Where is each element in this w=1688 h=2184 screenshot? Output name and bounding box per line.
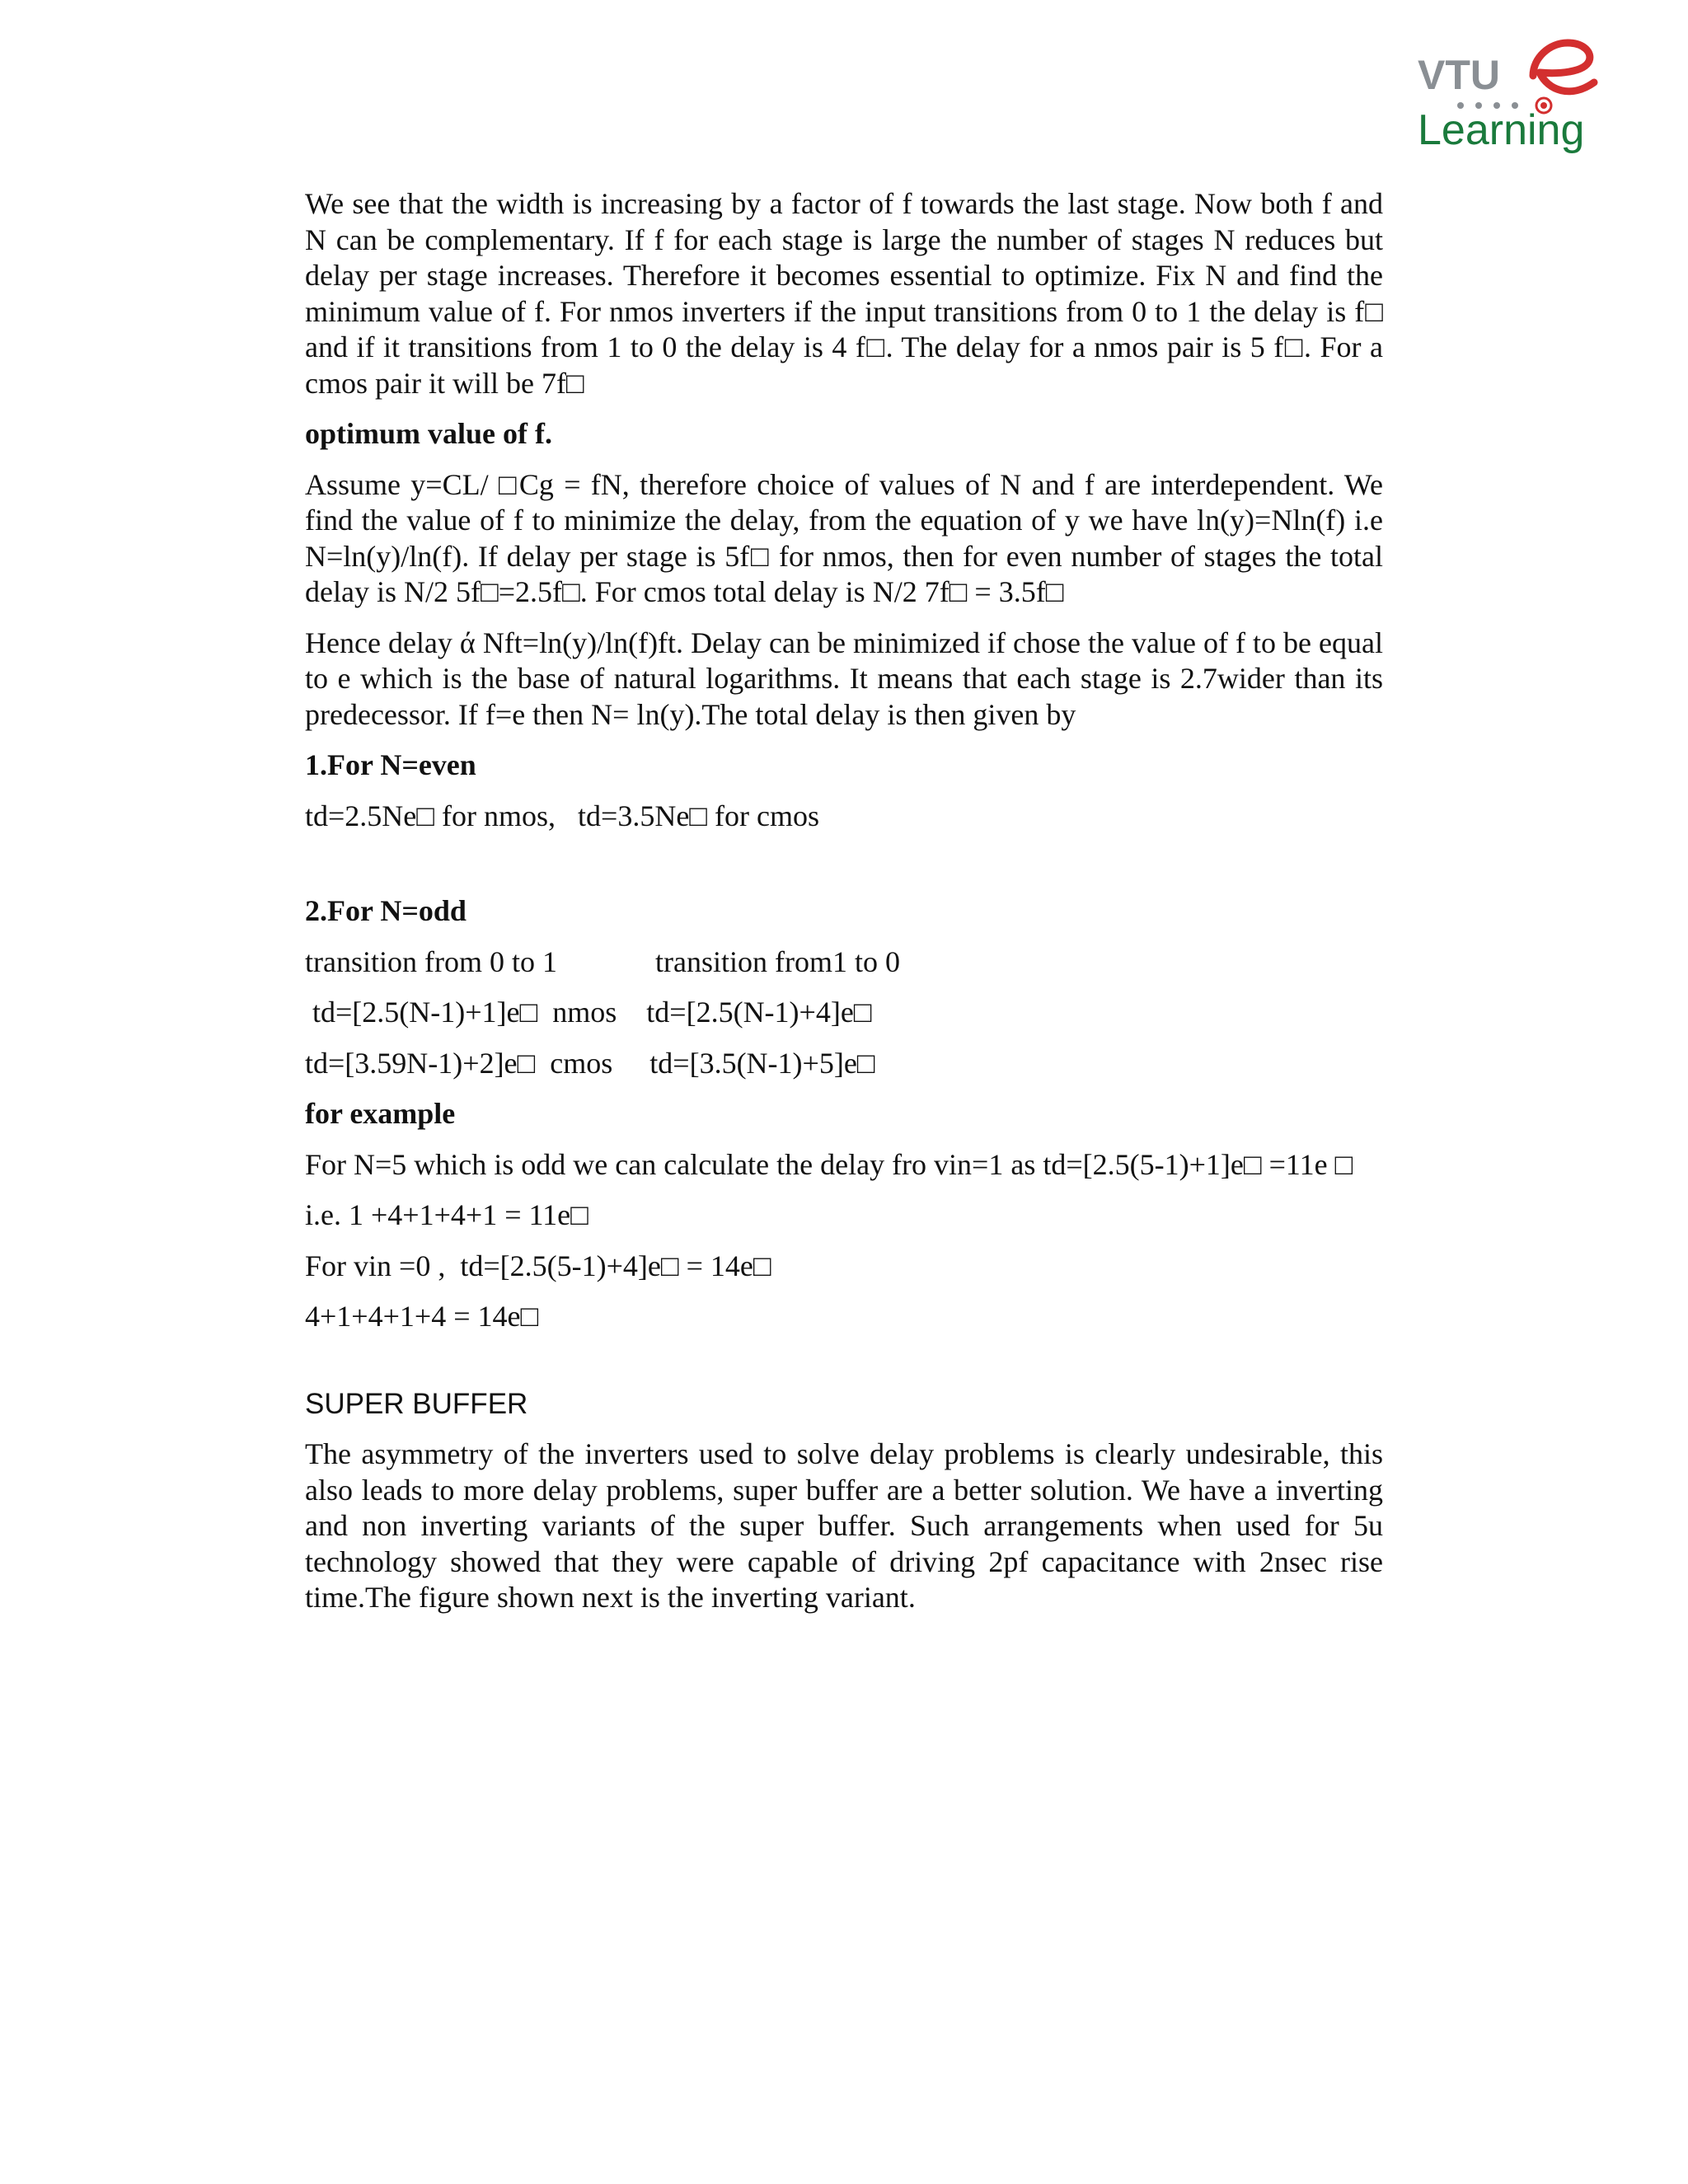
heading-super-buffer: SUPER BUFFER <box>305 1387 528 1420</box>
odd-col-a: transition from 0 to 1 <box>305 944 557 978</box>
odd-col-b: transition from1 to 0 <box>655 944 900 978</box>
paragraph-assume-y: Assume y=CL/ □Cg = fN, therefore choice of values of N and f are interdependent. We find the value of f to minimize the delay, from the equation of y we have ln(y)=Nln(f) i.e N=ln(y)/ln(f). If delay per stage is 5f□ for nmos, then for even number of stages the total delay is N/2 5f□=2.5f□. For cmos total delay is N/2 7f□ = 3.5f□ <box>305 467 1383 608</box>
heading-optimum-value: optimum value of f. <box>305 417 552 450</box>
paragraph-hence-delay: Hence delay ά Nft=ln(y)/ln(f)ft. Delay can be minimized if chose the value of f to be equal to e which is the base of natural logarithms. It means that each stage is 2.7wider than its predecessor. If f=e then N= ln(y).The total delay is then given by <box>305 626 1383 731</box>
logo-e-swoosh-icon <box>1533 43 1594 91</box>
formula-sum-14: 4+1+4+1+4 = 14e□ <box>305 1300 539 1333</box>
paragraph-super-buffer: The asymmetry of the inverters used to solve delay problems is clearly undesirable, this also leads to more delay problems, super buffer are a better solution. We have a inverting and non inverting variants of the super buffer. Such arrangements when used for 5u technology showed that they were capable of driving 2pf capacitance with 2nsec rise time.The figure shown next is the inverting variant. <box>305 1437 1383 1614</box>
formula-odd-cmos: td=[3.59N-1)+2]e□ cmos td=[3.5(N-1)+5]e□ <box>305 1046 875 1080</box>
heading-n-odd: 2.For N=odd <box>305 894 467 927</box>
odd-transition-header <box>305 944 1383 981</box>
heading-for-example: for example <box>305 1097 456 1130</box>
document-body <box>305 186 1383 1616</box>
logo-vtu-text: VTU <box>1418 52 1500 98</box>
formula-even: td=2.5Ne□ for nmos, td=3.5Ne□ for cmos <box>305 799 820 832</box>
formula-ie-sum: i.e. 1 +4+1+4+1 = 11e□ <box>305 1198 588 1231</box>
logo-learning-text: Learning <box>1418 106 1585 154</box>
heading-n-even: 1.For N=even <box>305 748 476 781</box>
vtu-elearning-logo <box>1409 25 1624 157</box>
formula-vin0: For vin =0 , td=[2.5(5-1)+4]e□ = 14e□ <box>305 1249 771 1282</box>
vtu-elearning-logo-graphic <box>1409 25 1624 157</box>
formula-odd-nmos: td=[2.5(N-1)+1]e□ nmos td=[2.5(N-1)+4]e□ <box>305 996 872 1029</box>
paragraph-example-n5: For N=5 which is odd we can calculate the delay fro vin=1 as td=[2.5(5-1)+1]e□ =11e □ <box>305 1147 1353 1181</box>
paragraph-width-factor: We see that the width is increasing by a factor of f towards the last stage. Now both f and N can be complementary. If f for each stage is large the number of stages N reduces but delay per stage increases. Therefore it becomes essential to optimize. Fix N and find the minimum value of f. For nmos inverters if the input transitions from 0 to 1 the delay is f□ and if it transitions from 1 to 0 the delay is 4 f□. The delay for a nmos pair is 5 f□. For a cmos pair it will be 7f□ <box>305 187 1383 400</box>
